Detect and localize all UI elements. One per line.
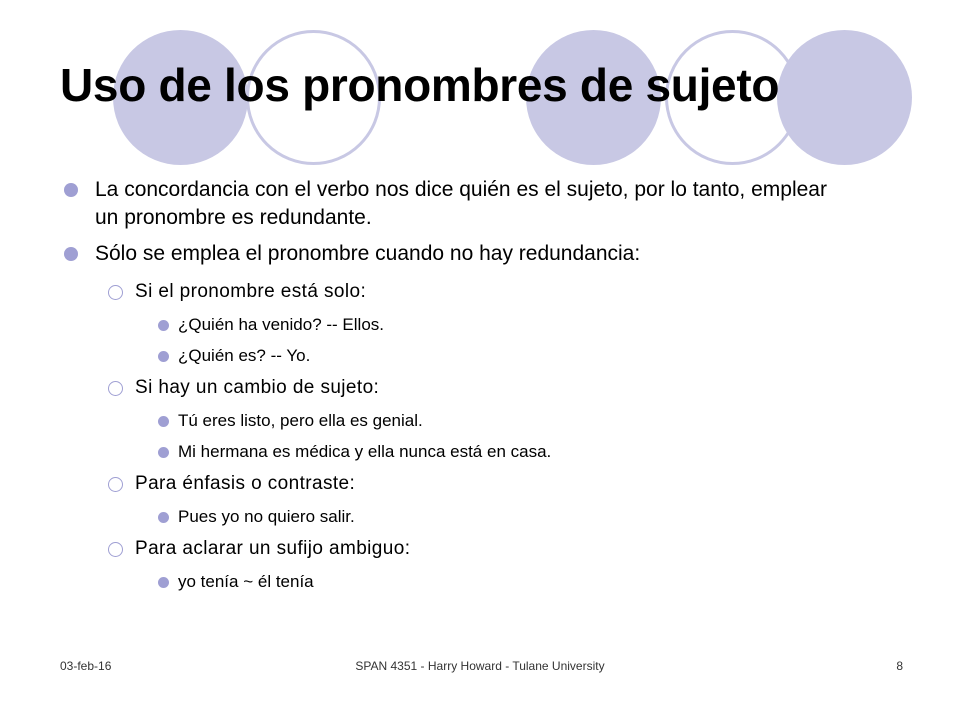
bullet-list [0,176,960,602]
bullet-text: La concordancia con el verbo nos dice quién es el sujeto, por lo tanto, emplear un pronombre es redundante. [95,178,827,229]
example-text: Mi hermana es médica y ella nunca está en casa. [178,442,552,461]
bullet-item [0,240,835,268]
sub-bullet-item [0,472,960,496]
example-text: Tú eres listo, pero ella es genial. [178,411,423,430]
example-item [0,441,960,463]
example-item [0,345,960,367]
bullet-dot-icon [158,512,169,523]
slide-title: Uso de los pronombres de sujeto [60,59,780,111]
sub-bullet-text: Si el pronombre está solo: [135,281,367,302]
sub-bullet-item [0,376,960,400]
example-text: ¿Quién es? -- Yo. [178,346,311,365]
sub-bullet-item [0,280,960,304]
bullet-dot-icon [158,447,169,458]
decorative-circle [777,30,912,165]
example-item [0,506,960,528]
sub-bullet-text: Para aclarar un sufijo ambiguo: [135,538,411,559]
footer-course: SPAN 4351 - Harry Howard - Tulane University [355,659,605,673]
bullet-text: Sólo se emplea el pronombre cuando no hay redundancia: [95,242,641,265]
footer-date: 03-feb-16 [60,659,112,673]
example-text: yo tenía ~ él tenía [178,572,314,591]
bullet-ring-icon [108,542,123,557]
example-text: Pues yo no quiero salir. [178,507,355,526]
bullet-ring-icon [108,285,123,300]
bullet-item [0,176,835,232]
page-number: 8 [896,659,903,673]
bullet-dot-icon [64,247,78,261]
sub-bullet-item [0,537,960,561]
bullet-dot-icon [158,416,169,427]
example-item [0,410,960,432]
bullet-ring-icon [108,477,123,492]
bullet-dot-icon [158,351,169,362]
bullet-dot-icon [64,183,78,197]
bullet-ring-icon [108,381,123,396]
example-text: ¿Quién ha venido? -- Ellos. [178,315,384,334]
sub-bullet-text: Si hay un cambio de sujeto: [135,377,380,398]
bullet-dot-icon [158,320,169,331]
example-item [0,314,960,336]
bullet-dot-icon [158,577,169,588]
sub-bullet-text: Para énfasis o contraste: [135,473,356,494]
example-item [0,571,960,593]
